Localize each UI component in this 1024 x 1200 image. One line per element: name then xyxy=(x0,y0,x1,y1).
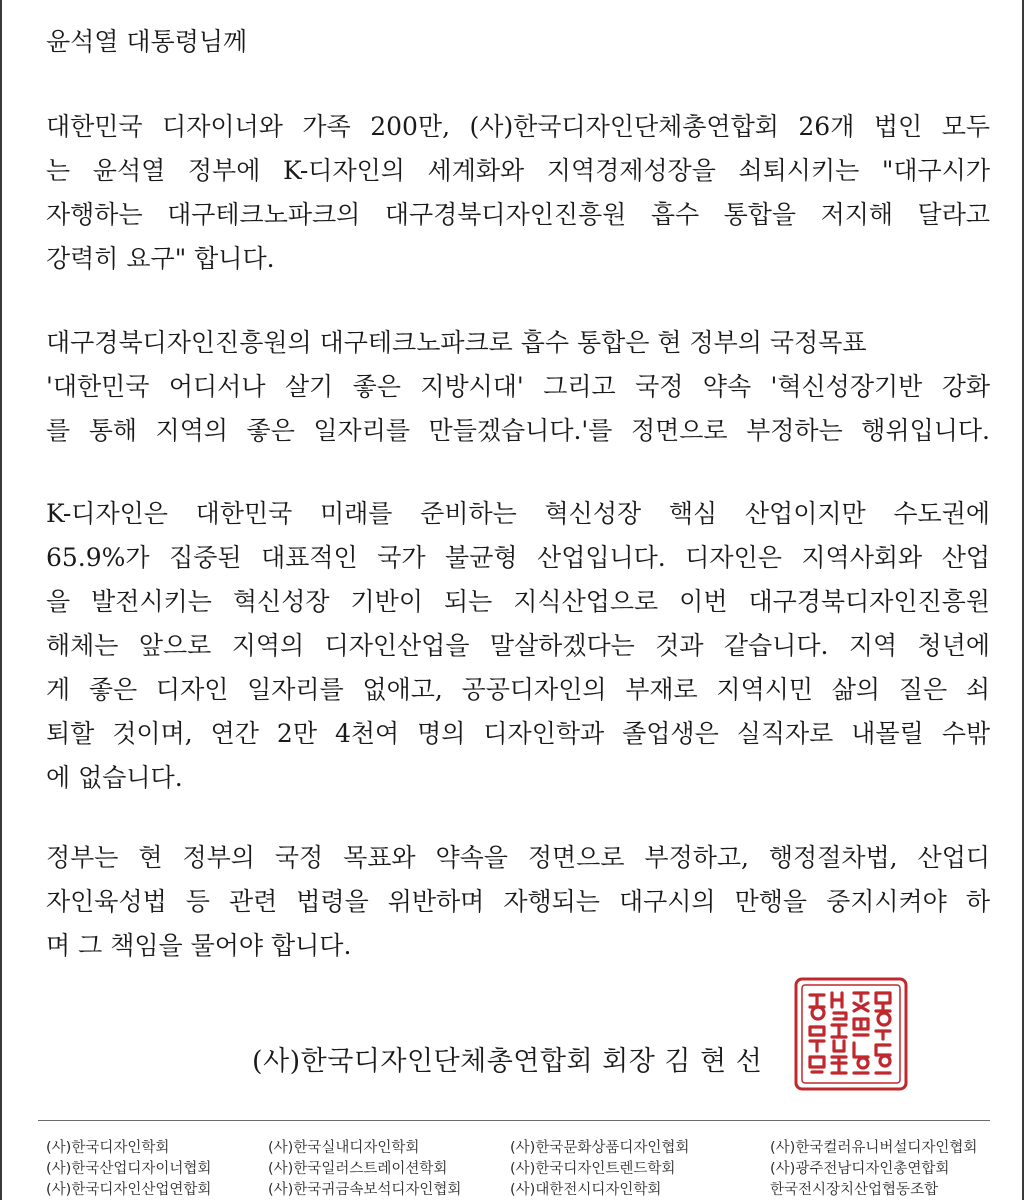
paragraph-line: 자인육성법 등 관련 법령을 위반하며 자행되는 대구시의 만행을 중지시켜야 하 xyxy=(46,887,990,916)
paragraph-line: 에 없습니다. xyxy=(46,763,183,792)
paragraph-line: 을 발전시키는 혁신성장 기반이 되는 지식산업으로 이번 대구경북디자인진흥원 xyxy=(46,587,990,616)
member-name: (사)대한전시디자인학회 xyxy=(510,1182,662,1198)
member-name: (사)한국문화상품디자인협회 xyxy=(510,1140,690,1156)
seal-stamp-icon xyxy=(792,975,910,1093)
paragraph-1 xyxy=(46,105,990,281)
member-name: (사)한국일러스트레이션학회 xyxy=(268,1161,448,1177)
paragraph-line: 퇴할 것이며, 연간 2만 4천여 명의 디자인학과 졸업생은 실직자로 내몰릴 수밖 xyxy=(46,719,990,748)
paragraph-2 xyxy=(46,321,990,453)
divider xyxy=(38,1120,990,1121)
paragraph-3 xyxy=(46,492,990,800)
paragraph-line: 를 통해 지역의 좋은 일자리를 만들겠습니다.'를 정면으로 부정하는 행위입니다. xyxy=(46,416,990,445)
member-name: (사)한국컬러유니버설디자인협회 xyxy=(770,1140,978,1156)
signature: (사)한국디자인단체총연합회 회장 김 현 선 xyxy=(252,1046,763,1077)
paragraph-line: K-디자인은 대한민국 미래를 준비하는 혁신성장 핵심 산업이지만 수도권에 xyxy=(46,499,990,528)
member-list xyxy=(46,1138,1006,1200)
member-name: (사)한국귀금속보석디자인협회 xyxy=(268,1182,462,1198)
paragraph-line: 강력히 요구" 합니다. xyxy=(46,244,275,273)
member-name: (사)광주전남디자인총연합회 xyxy=(770,1161,950,1177)
paragraph-line: 65.9%가 집중된 대표적인 국가 불균형 산업입니다. 디자인은 지역사회와 산업 xyxy=(46,543,990,572)
salutation: 윤석열 대통령님께 xyxy=(46,27,248,56)
member-name: (사)한국산업디자이너협회 xyxy=(46,1161,212,1177)
member-name: (사)한국디자인산업연합회 xyxy=(46,1182,212,1198)
member-name: (사)한국디자인학회 xyxy=(46,1140,170,1156)
member-name: 한국전시장치산업협동조합 xyxy=(770,1182,939,1198)
member-name: (사)한국실내디자인학회 xyxy=(268,1140,420,1156)
paragraph-line: 며 그 책임을 물어야 합니다. xyxy=(46,931,352,960)
paragraph-line: 는 윤석열 정부에 K-디자인의 세계화와 지역경제성장을 쇠퇴시키는 "대구시가 xyxy=(46,156,990,185)
paragraph-line: 해체는 앞으로 지역의 디자인산업을 말살하겠다는 것과 같습니다. 지역 청년에 xyxy=(46,631,990,660)
member-name: (사)한국디자인트렌드학회 xyxy=(510,1161,676,1177)
paragraph-line: 게 좋은 디자인 일자리를 없애고, 공공디자인의 부재로 지역시민 삶의 질은 쇠 xyxy=(46,675,990,704)
paragraph-line: 정부는 현 정부의 국정 목표와 약속을 정면으로 부정하고, 행정절차법, 산업디 xyxy=(46,843,990,872)
paragraph-line: 대구경북디자인진흥원의 대구테크노파크로 흡수 통합은 현 정부의 국정목표 xyxy=(46,328,867,357)
paragraph-line: 대한민국 디자이너와 가족 200만, (사)한국디자인단체총연합회 26개 법인 모두 xyxy=(46,112,990,141)
paragraph-line: 자행하는 대구테크노파크의 대구경북디자인진흥원 흡수 통합을 저지해 달라고 xyxy=(46,200,990,229)
paragraph-4 xyxy=(46,836,990,968)
paragraph-line: '대한민국 어디서나 살기 좋은 지방시대' 그리고 국정 약속 '혁신성장기반 강화 xyxy=(46,372,990,401)
